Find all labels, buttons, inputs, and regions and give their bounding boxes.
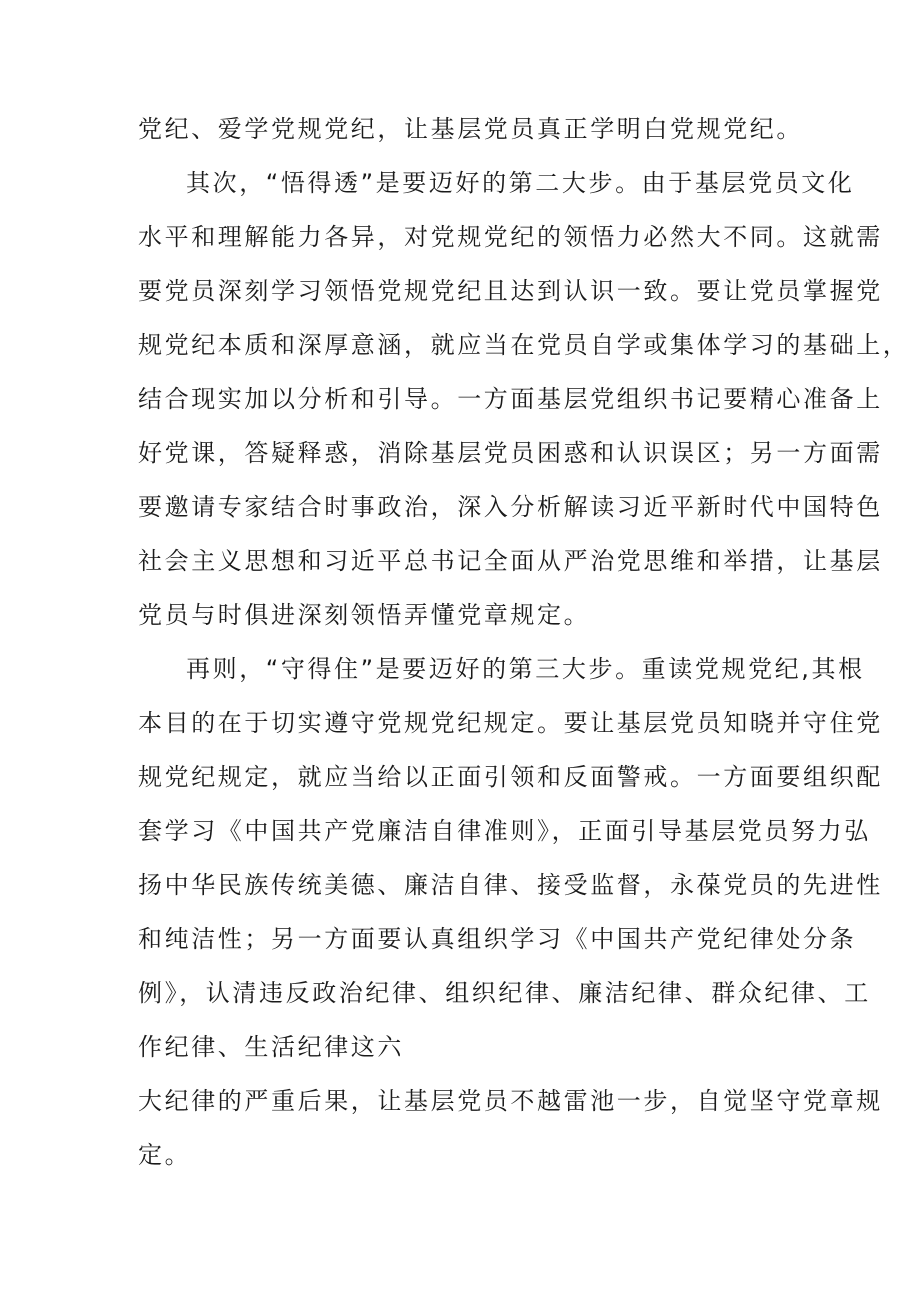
text-line-7: 好党课，答疑释惑，消除基层党员困惑和认识误区；另一方面需 bbox=[138, 439, 883, 467]
text-line-5: 规党纪本质和深厚意涵，就应当在党员自学或集体学习的基础上， bbox=[138, 331, 910, 359]
text-line-17: 例》，认清违反政治纪律、组织纪律、廉洁纪律、群众纪律、工 bbox=[138, 979, 871, 1007]
text-line-10: 党员与时俱进深刻领悟弄懂党章规定。 bbox=[138, 601, 591, 629]
text-line-11: 再则，“守得住”是要迈好的第三大步。重读党规党纪,其根 bbox=[186, 655, 865, 683]
text-line-3: 水平和理解能力各异，对党规党纪的领悟力必然大不同。这就需 bbox=[138, 223, 883, 251]
text-line-14: 套学习《中国共产党廉洁自律准则》，正面引导基层党员努力弘 bbox=[138, 817, 871, 845]
text-line-15: 扬中华民族传统美德、廉洁自律、接受监督，永葆党员的先进性 bbox=[138, 871, 883, 899]
text-line-13: 规党纪规定，就应当给以正面引领和反面警戒。一方面要组织配 bbox=[138, 763, 883, 791]
text-line-20: 定。 bbox=[138, 1141, 192, 1169]
text-line-12: 本目的在于切实遵守党规党纪规定。要让基层党员知晓并守住党 bbox=[138, 709, 883, 737]
text-line-19: 大纪律的严重后果，让基层党员不越雷池一步，自觉坚守党章规 bbox=[138, 1087, 883, 1115]
text-line-6: 结合现实加以分析和引导。一方面基层党组织书记要精心准备上 bbox=[138, 385, 883, 413]
text-line-18: 作纪律、生活纪律这六 bbox=[138, 1033, 404, 1061]
text-line-4: 要党员深刻学习领悟党规党纪且达到认识一致。要让党员掌握党 bbox=[138, 277, 883, 305]
text-line-9: 社会主义思想和习近平总书记全面从严治党思维和举措，让基层 bbox=[138, 547, 883, 575]
text-line-8: 要邀请专家结合时事政治，深入分析解读习近平新时代中国特色 bbox=[138, 493, 883, 521]
text-line-2: 其次，“悟得透”是要迈好的第二大步。由于基层党员文化 bbox=[186, 169, 855, 197]
text-line-1: 党纪、爱学党规党纪，让基层党员真正学明白党规党纪。 bbox=[138, 115, 803, 143]
text-line-16: 和纯洁性；另一方面要认真组织学习《中国共产党纪律处分条 bbox=[138, 925, 857, 953]
